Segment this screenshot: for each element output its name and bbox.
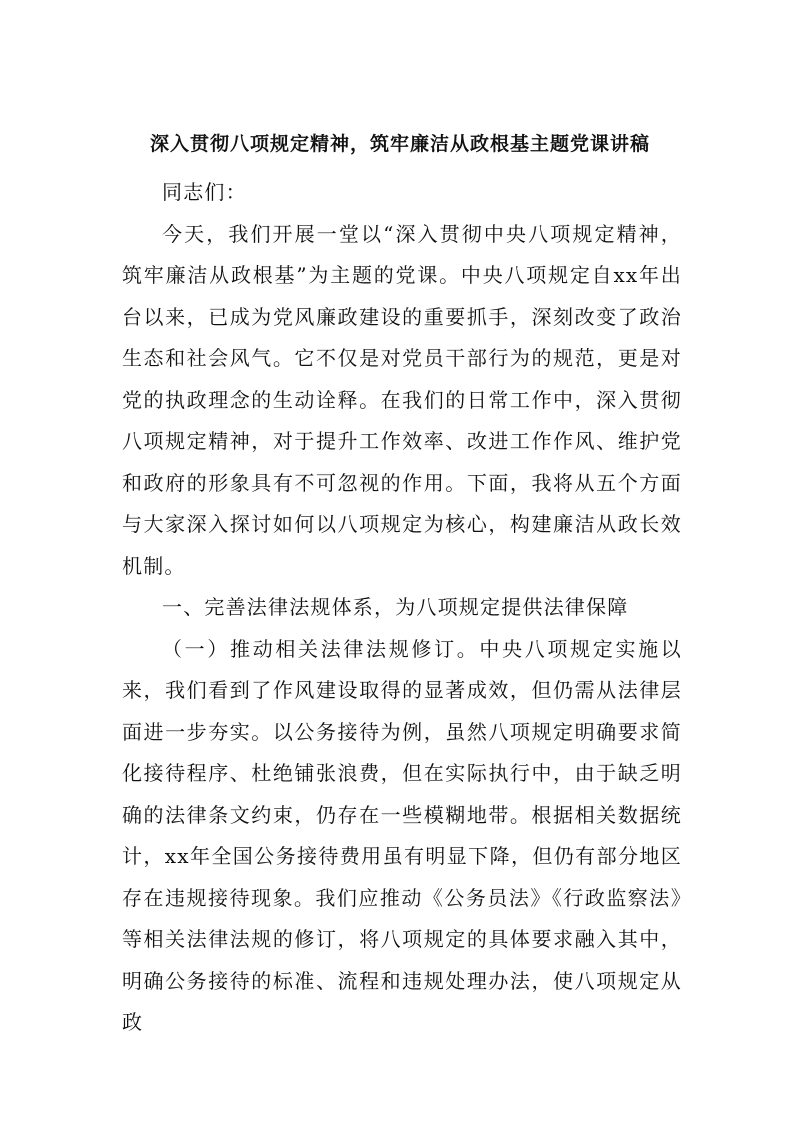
section-heading: 一、完善法律法规体系，为八项规定提供法律保障	[162, 595, 629, 619]
document-body	[122, 172, 682, 1044]
salutation: 同志们：	[162, 180, 247, 204]
intro-paragraph: 今天，我们开展一堂以“深入贯彻中央八项规定精神，筑牢廉洁从政根基”为主题的党课。中央八项规定自xx年出台以来，已成为党风廉政建设的重要抓手，深刻改变了政治生态和社会风气。它不仅是对党员干部行为的规范，更是对党的执政理念的生动诠释。在我们的日常工作中，深入贯彻八项规定精神，对于提升工作效率、改进工作作风、维护党和政府的形象具有不可忽视的作用。下面，我将从五个方面与大家深入探讨如何以八项规定为核心，构建廉洁从政长效机制。	[122, 221, 682, 578]
section-paragraph: （一）推动相关法律法规修订。中央八项规定实施以来，我们看到了作风建设取得的显著成效，但仍需从法律层面进一步夯实。以公务接待为例，虽然八项规定明确要求简化接待程序、杜绝铺张浪费，但在实际执行中，由于缺乏明确的法律条文约束，仍存在一些模糊地带。根据相关数据统计，xx年全国公务接待费用虽有明显下降，但仍有部分地区存在违规接待现象。我们应推动《公务员法》《行政监察法》等相关法律法规的修订，将八项规定的具体要求融入其中，明确公务接待的标准、流程和违规处理办法，使八项规定从政	[122, 636, 682, 1034]
document-title: 深入贯彻八项规定精神，筑牢廉洁从政根基主题党课讲稿	[149, 133, 650, 155]
